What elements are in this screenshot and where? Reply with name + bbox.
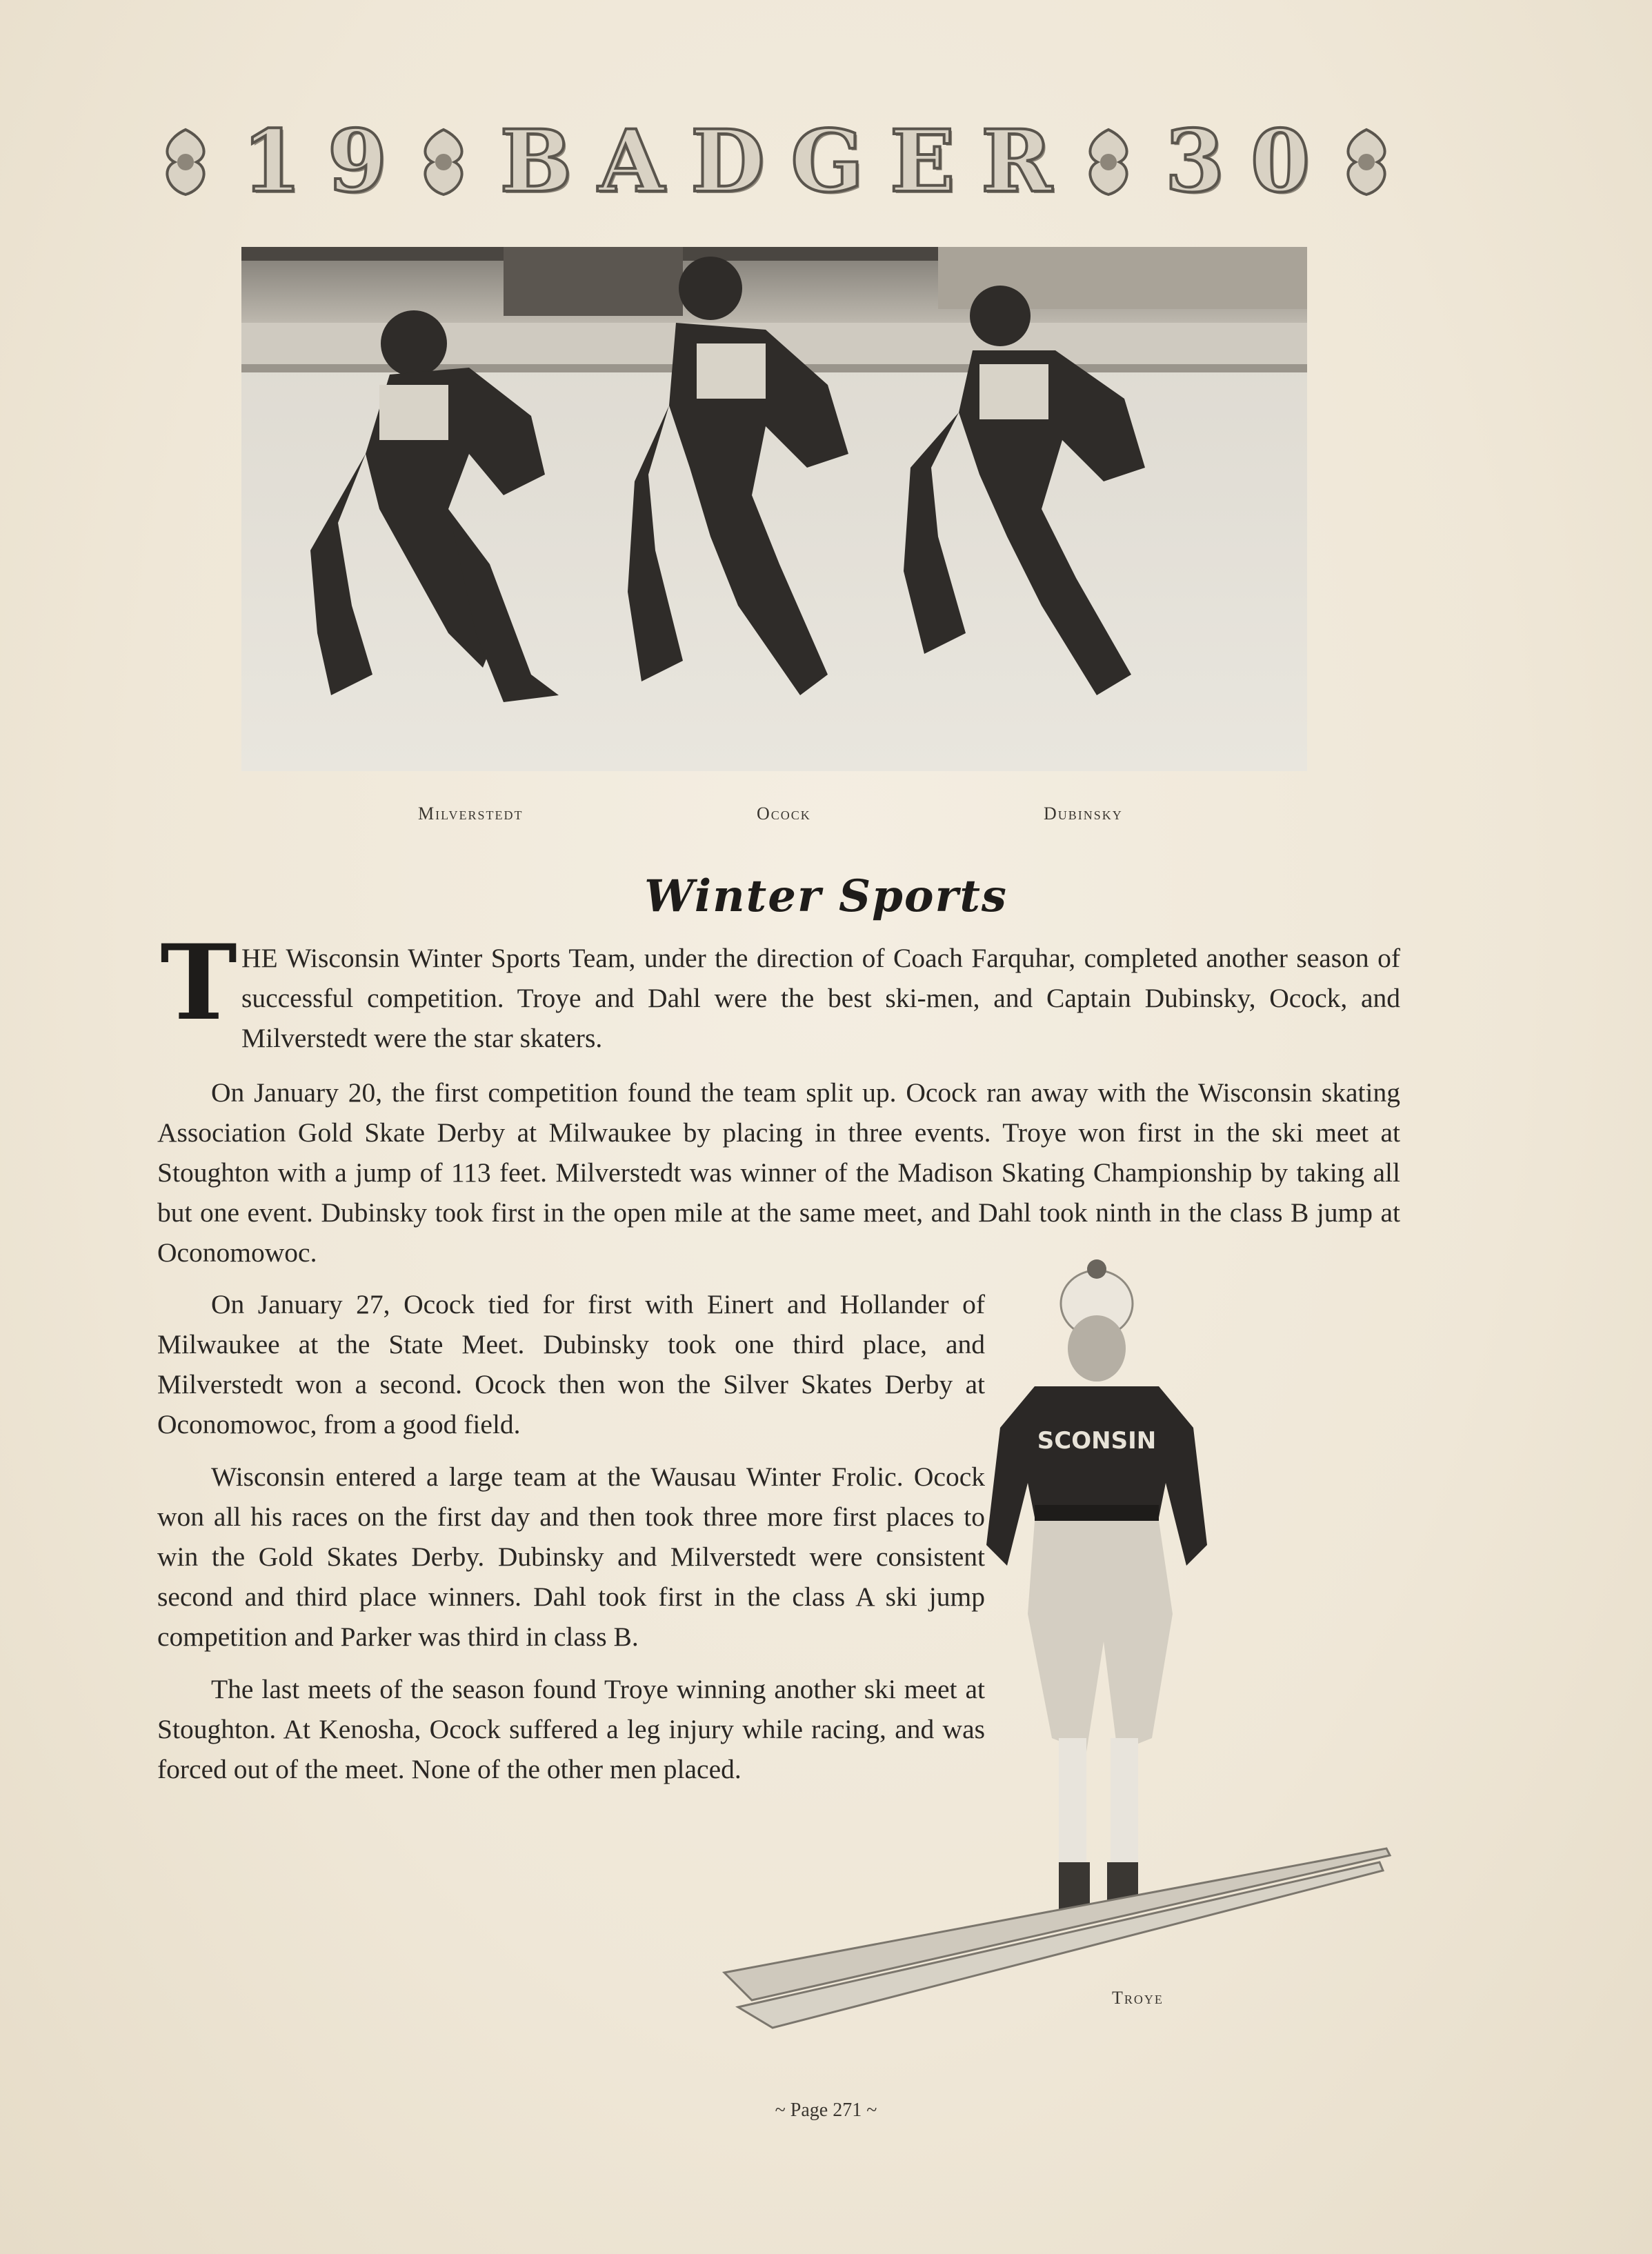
masthead-char: 0 <box>1250 112 1311 212</box>
caption-milverstedt: Milverstedt <box>418 804 524 824</box>
jersey-lettering: SCONSIN <box>1037 1427 1157 1455</box>
masthead-char: 9 <box>327 112 388 212</box>
ornament-icon <box>1078 124 1139 200</box>
paragraph-intro <box>241 938 1400 1058</box>
paragraph-text: HE Wisconsin Winter Sports Team, under the direction of Coach Farquhar, completed another season of successful competition. Troye and Dahl were the best ski-men, and Captain Dubinsky, Ocock, and Milverstedt were the star skaters. <box>241 943 1400 1053</box>
paragraph-text: Wisconsin entered a large team at the Wausau Winter Frolic. Ocock won all his races on the first day and then took three more first places to win the Gold Skates Derby. Dubinsky and Milverstedt were consistent second and third place winners. Dahl took first in the class A ski jump competition and Parker was third in class B. <box>157 1462 985 1652</box>
caption-dubinsky: Dubinsky <box>1044 804 1123 824</box>
article-title: Winter Sports <box>644 870 1008 922</box>
drop-cap: T <box>160 922 237 1044</box>
caption-ocock: Ocock <box>757 804 811 824</box>
masthead-char: 1 <box>241 112 302 212</box>
paragraph-text: On January 20, the first competition found the team split up. Ocock ran away with the Wisconsin skating Association Gold Skate Derby at Milwaukee by placing in three events. Troye won first in the ski meet at Stoughton with a jump of 113 feet. Milverstedt was winner of the Madison Skating Championship by taking all but one event. Dubinsky took first in the open mile at the same meet, and Dahl took ninth in the class B jump at Oconomowoc. <box>157 1077 1400 1268</box>
troye-photo <box>710 1255 1400 2055</box>
ornament-icon <box>155 124 216 200</box>
paragraph-jan-20 <box>157 1073 1400 1273</box>
masthead-char: R <box>981 112 1053 212</box>
paragraph-text: The last meets of the season found Troye winning another ski meet at Stoughton. At Kenosha, Ocock suffered a leg injury while racing, and was forced out of the meet. None of the other men placed. <box>157 1674 985 1784</box>
masthead-char: 3 <box>1164 112 1225 212</box>
page-number: ~ Page 271 ~ <box>775 2100 877 2121</box>
ornament-icon <box>413 124 474 200</box>
skaters-photo <box>241 247 1307 771</box>
ornament-icon <box>1336 124 1397 200</box>
badger-masthead <box>155 112 1397 212</box>
caption-troye: Troye <box>1112 1988 1164 2008</box>
masthead-char: B <box>499 112 573 212</box>
masthead-char: D <box>690 112 765 212</box>
masthead-char: A <box>598 112 665 212</box>
masthead-char: E <box>890 112 955 212</box>
paragraph-text: On January 27, Ocock tied for first with Einert and Hollander of Milwaukee at the State Meet. Dubinsky took one third place, and Milverstedt won a second. Ocock then won the Silver Skates Derby at Oconomowoc, from a good field. <box>157 1289 985 1439</box>
masthead-char: G <box>790 112 864 212</box>
